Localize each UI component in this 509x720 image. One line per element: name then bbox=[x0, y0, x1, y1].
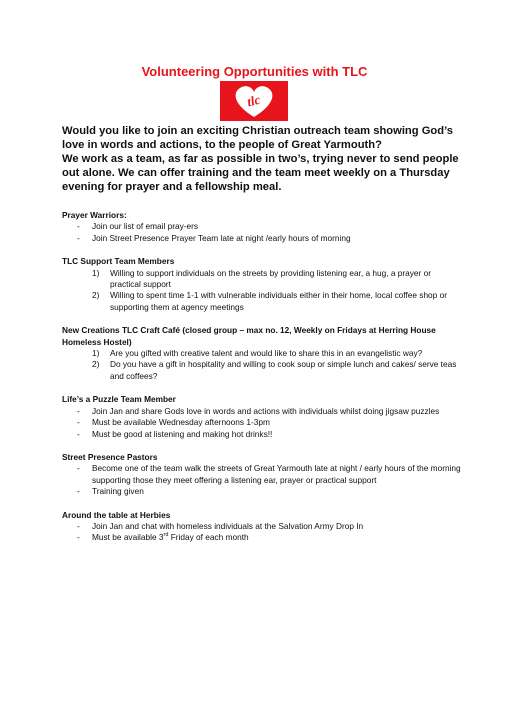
section-herbies bbox=[62, 510, 462, 544]
list-item: - Join our list of email pray-ers bbox=[62, 221, 462, 232]
list-item: - Must be good at listening and making hot drinks!! bbox=[62, 429, 462, 440]
list-item: - Become one of the team walk the streets of Great Yarmouth late at night / early hours of the morning supporting those they meet offering a listening ear, prayer or practical support bbox=[62, 463, 462, 486]
section-heading: TLC Support Team Members bbox=[62, 256, 175, 267]
list-item bbox=[62, 290, 462, 313]
section-craft-cafe bbox=[62, 325, 462, 382]
list-item: - Join Jan and chat with homeless individuals at the Salvation Army Drop In bbox=[62, 521, 462, 532]
intro-paragraph-2: We work as a team, as far as possible in two’s, trying never to send people out alone. We can offer training and the team meet weekly on a Thursday evening for prayer and a fellowship meal. bbox=[62, 153, 459, 193]
list-item-text: Friday of each month bbox=[168, 532, 249, 543]
logo-text: tlc bbox=[245, 91, 262, 110]
list-item-text: Must be available 3 bbox=[92, 532, 164, 543]
tlc-logo bbox=[220, 81, 288, 121]
page-title: Volunteering Opportunities with TLC bbox=[141, 64, 368, 79]
list-item bbox=[62, 359, 462, 382]
intro-text bbox=[62, 124, 462, 194]
section-heading: Prayer Warriors: bbox=[62, 210, 127, 220]
section-heading: Around the table at Herbies bbox=[62, 509, 171, 520]
list-item bbox=[62, 268, 462, 291]
intro-paragraph-1: Would you like to join an exciting Christian outreach team showing God’s love in words and actions, to the people of Great Yarmouth? bbox=[62, 125, 453, 151]
list-item bbox=[62, 532, 462, 543]
list-item-text: Willing to spent time 1-1 with vulnerable individuals either in their home, local coffee shop or supporting them at agency meetings bbox=[110, 290, 447, 312]
section-street-pastors bbox=[62, 452, 462, 498]
list-item-text: Do you have a gift in hospitality and willing to cook soup or simple lunch and cakes/ serve teas and coffees? bbox=[110, 359, 457, 381]
ordinal-suffix: rd bbox=[163, 532, 169, 539]
section-prayer-warriors bbox=[62, 210, 462, 244]
section-support-team bbox=[62, 256, 462, 313]
list-number: 1) bbox=[92, 348, 100, 359]
list-item: - Training given bbox=[62, 486, 462, 497]
heart-logo-icon bbox=[220, 81, 288, 121]
list-item bbox=[62, 348, 462, 359]
opportunities-list bbox=[62, 210, 462, 556]
section-heading: Street Presence Pastors bbox=[62, 451, 158, 462]
list-item-text: Willing to support individuals on the streets by providing listening ear, a hug, a prayer or practical support bbox=[110, 267, 431, 290]
list-item: - Must be available Wednesday afternoons 1-3pm bbox=[62, 417, 462, 428]
section-puzzle-team bbox=[62, 394, 462, 440]
section-heading: New Creations TLC Craft Café (closed group – max no. 12, Weekly on Fridays at Herring House Homeless Hostel) bbox=[62, 325, 436, 347]
section-heading: Life’s a Puzzle Team Member bbox=[62, 394, 176, 405]
list-item: - Join Street Presence Prayer Team late at night /early hours of morning bbox=[62, 233, 462, 244]
list-item: - Join Jan and share Gods love in words and actions with individuals whilst doing jigsaw puzzles bbox=[62, 406, 462, 417]
list-number: 2) bbox=[92, 290, 100, 301]
list-number: 2) bbox=[92, 359, 100, 370]
list-number: 1) bbox=[92, 267, 100, 278]
list-item-text: Are you gifted with creative talent and would like to share this in an evangelistic way? bbox=[110, 348, 423, 359]
